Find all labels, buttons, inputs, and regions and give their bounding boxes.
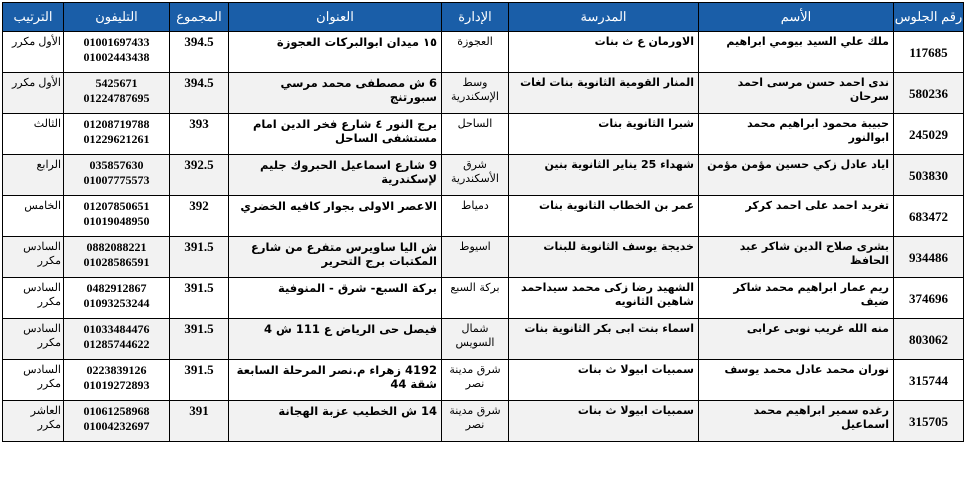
header-school: المدرسة xyxy=(509,3,699,32)
phone-1: 01207850651 xyxy=(83,199,150,213)
phone-cell xyxy=(64,73,170,114)
table-row xyxy=(3,114,964,155)
total-score: 391 xyxy=(170,401,229,442)
rank: السادس مكرر xyxy=(3,319,64,360)
total-score: 391.5 xyxy=(170,237,229,278)
rank: الخامس xyxy=(3,196,64,237)
rank: العاشر مكرر xyxy=(3,401,64,442)
rank: السادس مكرر xyxy=(3,278,64,319)
phone-cell xyxy=(64,278,170,319)
address: 6 ش مصطفى محمد مرسي سبورتنج xyxy=(229,73,442,114)
phone-cell xyxy=(64,360,170,401)
total-score: 393 xyxy=(170,114,229,155)
school-name: عمر بن الخطاب الثانوية بنات xyxy=(509,196,699,237)
phone-cell xyxy=(64,196,170,237)
seat-number: 683472 xyxy=(894,196,964,237)
school-name: شهداء 25 يناير الثانوية بنين xyxy=(509,155,699,196)
phone-2: 01229621261 xyxy=(83,132,150,146)
student-name: نوران محمد عادل محمد يوسف xyxy=(699,360,894,401)
address: 9 شارع اسماعيل الحبروك جليم لإسكندرية xyxy=(229,155,442,196)
phone-1: 01001697433 xyxy=(83,35,150,49)
seat-number: 315705 xyxy=(894,401,964,442)
administration: اسيوط xyxy=(442,237,509,278)
header-name: الأسم xyxy=(699,3,894,32)
phone-2: 01019048950 xyxy=(83,214,150,228)
administration: العجوزة xyxy=(442,32,509,73)
phone-2: 01004232697 xyxy=(83,419,150,433)
header-row xyxy=(3,3,964,32)
phone-2: 01093253244 xyxy=(83,296,150,310)
total-score: 391.5 xyxy=(170,278,229,319)
student-name: بشرى صلاح الدين شاكر عبد الحافظ xyxy=(699,237,894,278)
header-admin: الإدارة xyxy=(442,3,509,32)
phone-2: 01007775573 xyxy=(83,173,150,187)
table-row xyxy=(3,319,964,360)
student-name: ندى احمد حسن مرسى احمد سرحان xyxy=(699,73,894,114)
address: بركة السبع- شرق - المنوفية xyxy=(229,278,442,319)
phone-1: 01208719788 xyxy=(83,117,150,131)
address: 4192 زهراء م.نصر المرحلة السابعة شقة 44 xyxy=(229,360,442,401)
administration: شرق مدينة نصر xyxy=(442,360,509,401)
seat-number: 374696 xyxy=(894,278,964,319)
rank: السادس مكرر xyxy=(3,360,64,401)
phone-cell xyxy=(64,237,170,278)
rank: الأول مكرر xyxy=(3,73,64,114)
student-name: رغده سمير ابراهيم محمد اسماعيل xyxy=(699,401,894,442)
seat-number: 117685 xyxy=(894,32,964,73)
table-row xyxy=(3,32,964,73)
seat-number: 503830 xyxy=(894,155,964,196)
administration: دمياط xyxy=(442,196,509,237)
header-phone: التليفون xyxy=(64,3,170,32)
rank: الثالث xyxy=(3,114,64,155)
seat-number: 803062 xyxy=(894,319,964,360)
total-score: 391.5 xyxy=(170,360,229,401)
address: برج النور ٤ شارع فخر الدين امام مستشفى الساحل xyxy=(229,114,442,155)
phone-1: 01061258968 xyxy=(83,404,150,418)
total-score: 394.5 xyxy=(170,32,229,73)
school-name: المنار القومية الثانوية بنات لغات xyxy=(509,73,699,114)
school-name: سمبيات ابيولا ث بنات xyxy=(509,401,699,442)
rank: الأول مكرر xyxy=(3,32,64,73)
phone-cell xyxy=(64,401,170,442)
student-name: ملك علي السيد بيومي ابراهيم xyxy=(699,32,894,73)
school-name: الاورمان ع ث بنات xyxy=(509,32,699,73)
header-rank: الترتيب xyxy=(3,3,64,32)
total-score: 392 xyxy=(170,196,229,237)
phone-cell xyxy=(64,319,170,360)
seat-number: 580236 xyxy=(894,73,964,114)
phone-1: 035857630 xyxy=(89,158,144,172)
table-row xyxy=(3,237,964,278)
school-name: الشهيد رضا زكى محمد سيداحمد شاهين الثانويه xyxy=(509,278,699,319)
results-table xyxy=(2,2,964,442)
administration: الساحل xyxy=(442,114,509,155)
seat-number: 934486 xyxy=(894,237,964,278)
school-name: اسماء بنت ابى بكر الثانوية بنات xyxy=(509,319,699,360)
phone-2: 01028586591 xyxy=(83,255,150,269)
table-row xyxy=(3,155,964,196)
total-score: 392.5 xyxy=(170,155,229,196)
student-name: منه الله غريب نوبى عرابى xyxy=(699,319,894,360)
phone-cell xyxy=(64,155,170,196)
phone-1: 0482912867 xyxy=(86,281,147,295)
student-name: تغريد احمد على احمد كركر xyxy=(699,196,894,237)
phone-1: 0223839126 xyxy=(86,363,147,377)
student-name: حبيبة محمود ابراهيم محمد ابوالنور xyxy=(699,114,894,155)
table-row xyxy=(3,360,964,401)
administration: بركة السبع xyxy=(442,278,509,319)
administration: شمال السويس xyxy=(442,319,509,360)
school-name: سمبيات ابيولا ث بنات xyxy=(509,360,699,401)
address: ش اليا ساويرس متفرع من شارع المكتبات برج التحرير xyxy=(229,237,442,278)
administration: شرق مدينة نصر xyxy=(442,401,509,442)
phone-cell xyxy=(64,114,170,155)
table-row xyxy=(3,401,964,442)
administration: وسط الإسكندرية xyxy=(442,73,509,114)
phone-cell xyxy=(64,32,170,73)
address: ١٥ ميدان ابوالبركات العجوزة xyxy=(229,32,442,73)
seat-number: 245029 xyxy=(894,114,964,155)
school-name: خديجة يوسف الثانوية للبنات xyxy=(509,237,699,278)
phone-2: 01285744622 xyxy=(83,337,150,351)
phone-2: 01224787695 xyxy=(83,91,150,105)
rank: السادس مكرر xyxy=(3,237,64,278)
phone-2: 01019272893 xyxy=(83,378,150,392)
phone-1: 01033484476 xyxy=(83,322,150,336)
address: الاعصر الاولى بجوار كافيه الخضري xyxy=(229,196,442,237)
phone-1: 5425671 xyxy=(95,76,138,90)
student-name: ريم عمار ابراهيم محمد شاكر ضيف xyxy=(699,278,894,319)
header-total: المجموع xyxy=(170,3,229,32)
phone-1: 0882088221 xyxy=(86,240,147,254)
phone-2: 01002443438 xyxy=(83,50,150,64)
student-name: اياد عادل زكي حسين مؤمن مؤمن xyxy=(699,155,894,196)
total-score: 394.5 xyxy=(170,73,229,114)
header-address: العنوان xyxy=(229,3,442,32)
address: 14 ش الخطيب عزبة الهجانة xyxy=(229,401,442,442)
table-row xyxy=(3,73,964,114)
table-row xyxy=(3,196,964,237)
header-seat: رقم الجلوس xyxy=(894,3,964,32)
rank: الرابع xyxy=(3,155,64,196)
school-name: شبرا الثانوية بنات xyxy=(509,114,699,155)
address: فيصل حى الرياض ع 111 ش 4 xyxy=(229,319,442,360)
table-row xyxy=(3,278,964,319)
total-score: 391.5 xyxy=(170,319,229,360)
seat-number: 315744 xyxy=(894,360,964,401)
administration: شرق الأسكندرية xyxy=(442,155,509,196)
